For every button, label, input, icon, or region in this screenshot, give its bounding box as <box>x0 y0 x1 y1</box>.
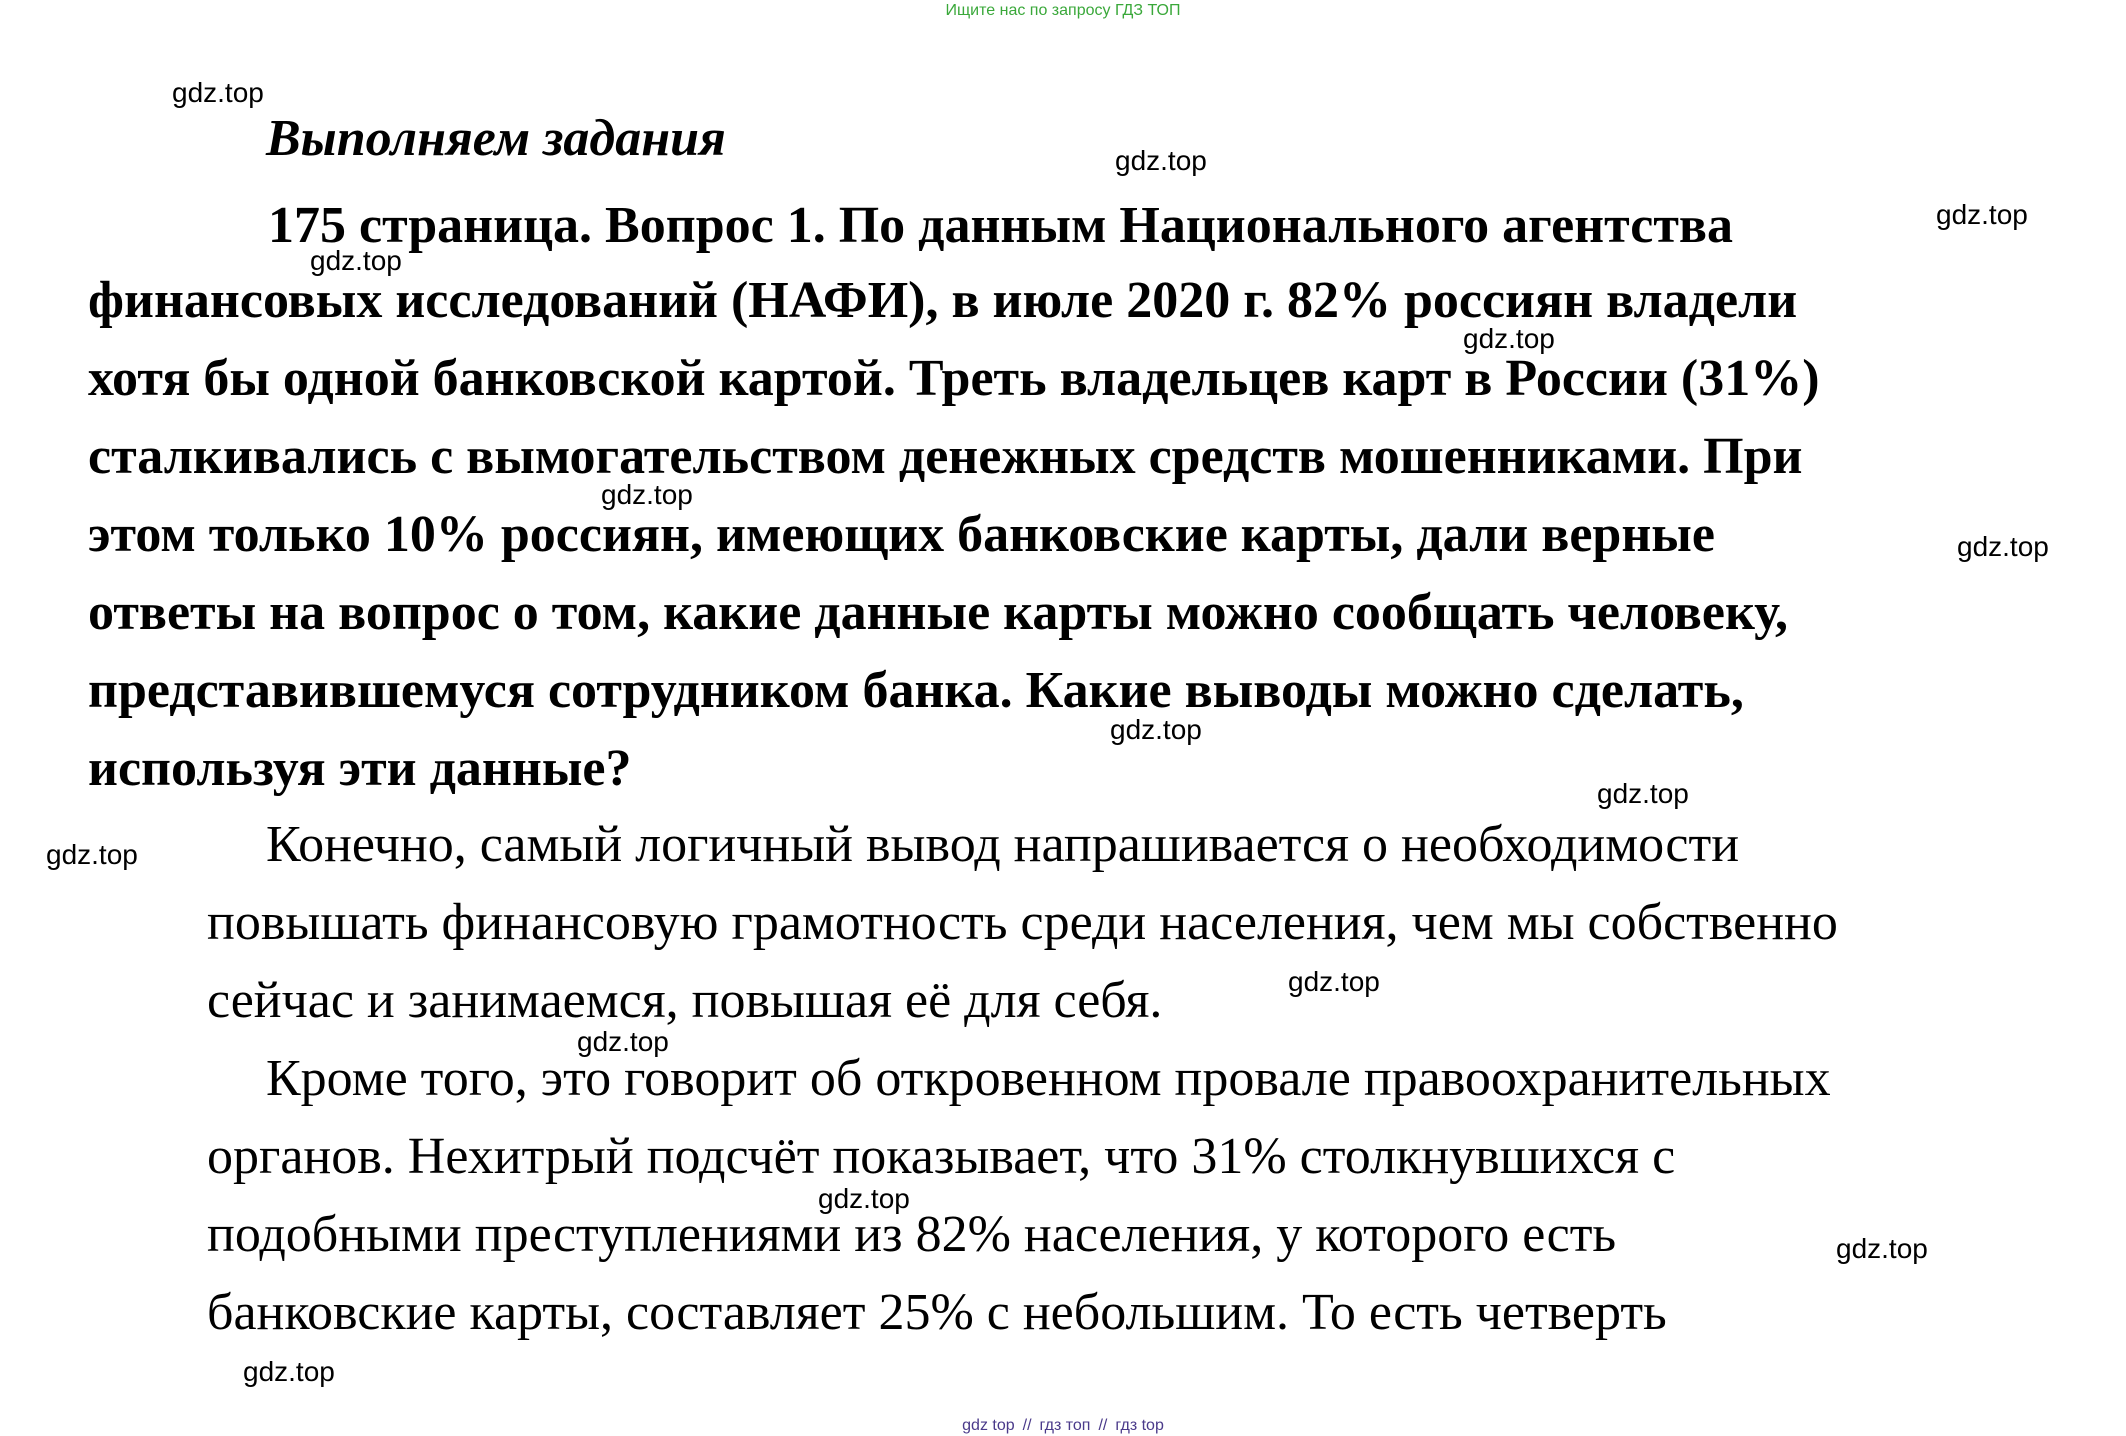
watermark: gdz.top <box>1597 778 1689 809</box>
bottom-banner-text: gdz top <box>962 1417 1015 1434</box>
watermark: gdz.top <box>1288 966 1380 997</box>
question-line: 175 страница. Вопрос 1. По данным Национального агентства <box>268 197 1733 254</box>
question-line: ответы на вопрос о том, какие данные карты можно сообщать человеку, <box>88 584 1788 641</box>
question-line: сталкивались с вымогательством денежных средств мошенниками. При <box>88 428 1803 485</box>
watermark: gdz.top <box>243 1356 335 1387</box>
question-line: финансовых исследований (НАФИ), в июле 2020 г. 82% россиян владели <box>88 272 1798 329</box>
answer-line: банковские карты, составляет 25% с небольшим. То есть четверть <box>207 1284 1667 1341</box>
watermark: gdz.top <box>1957 531 2049 562</box>
bottom-banner-separator: // <box>1022 1417 1032 1434</box>
watermark: gdz.top <box>1936 199 2028 230</box>
question-line: хотя бы одной банковской картой. Треть владельцев карт в России (31%) <box>88 350 1820 407</box>
watermark: gdz.top <box>172 77 264 108</box>
page-heading: Выполняем задания <box>266 110 726 167</box>
watermark: gdz.top <box>1115 145 1207 176</box>
question-line: этом только 10% россиян, имеющих банковские карты, дали верные <box>88 506 1715 563</box>
watermark: gdz.top <box>818 1183 910 1214</box>
answer-line: повышать финансовую грамотность среди населения, чем мы собственно <box>207 894 1838 951</box>
answer-line: Кроме того, это говорит об откровенном провале правоохранительных <box>266 1050 1831 1107</box>
bottom-banner-text: гдз топ <box>1039 1417 1091 1434</box>
watermark: gdz.top <box>1463 323 1555 354</box>
answer-line: органов. Нехитрый подсчёт показывает, что 31% столкнувшихся с <box>207 1128 1676 1185</box>
answer-line: Конечно, самый логичный вывод напрашивается о необходимости <box>266 816 1740 873</box>
watermark: gdz.top <box>601 479 693 510</box>
top-banner: Ищите нас по запросу ГДЗ ТОП <box>945 2 1181 19</box>
bottom-banner-separator: // <box>1098 1417 1108 1434</box>
answer-line: сейчас и занимаемся, повышая её для себя. <box>207 972 1163 1029</box>
watermark: gdz.top <box>1836 1233 1928 1264</box>
question-line: используя эти данные? <box>88 740 632 797</box>
watermark: gdz.top <box>310 245 402 276</box>
question-line: представившемуся сотрудником банка. Какие выводы можно сделать, <box>88 662 1744 719</box>
bottom-banner <box>0 1416 2126 1436</box>
bottom-banner-text: гдз top <box>1115 1417 1164 1434</box>
watermark: gdz.top <box>577 1026 669 1057</box>
watermark: gdz.top <box>46 839 138 870</box>
watermark: gdz.top <box>1110 714 1202 745</box>
answer-line: подобными преступлениями из 82% населения, у которого есть <box>207 1206 1617 1263</box>
